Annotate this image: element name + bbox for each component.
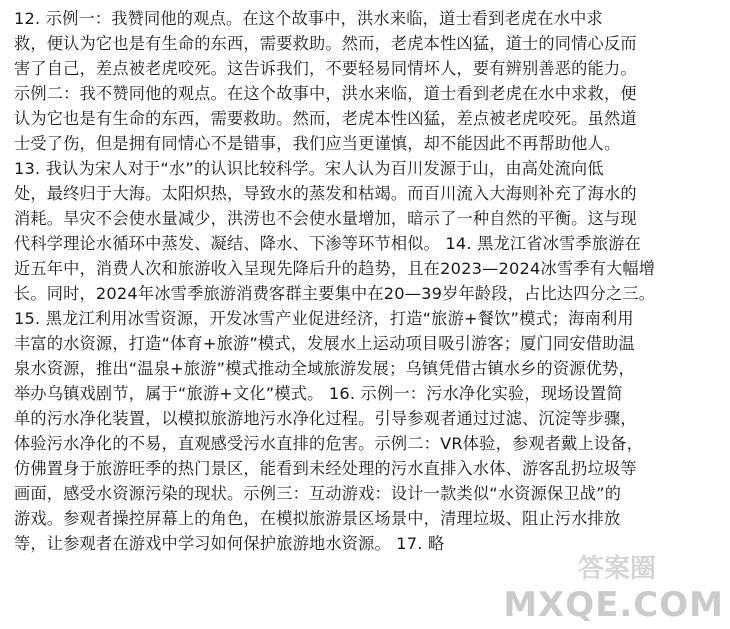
- text-line: 举办乌镇戏剧节，属于“旅游+文化”模式。 16. 示例一：污水净化实验，现场设置简: [14, 384, 623, 403]
- text-line: 13. 我认为宋人对于“水”的认识比较科学。宋人认为百川发源于山，由高处流向低: [14, 159, 604, 178]
- text-line: 害了自己，差点被老虎咬死。这告诉我们，不要轻易同情坏人，要有辨别善恶的能力。: [14, 59, 637, 78]
- text-line: 单的污水净化装置，以模拟旅游地污水净化过程。引导参观者通过过滤、沉淀等步骤，: [14, 409, 637, 428]
- text-line: 救，便认为它也是有生命的东西，需要救助。然而，老虎本性凶猛，道士的同情心反而: [14, 34, 637, 53]
- text-line: 近五年中，消费人次和旅游收入呈现先降后升的趋势，且在2023—2024冰雪季有大幅增: [14, 259, 656, 278]
- text-line: 体验污水净化的不易，直观感受污水直排的危害。示例二：VR体验，参观者戴上设备，: [14, 434, 644, 453]
- text-line: 画面，感受水资源污染的现状。示例三：互动游戏：设计一款类似“水资源保卫战”的: [14, 484, 622, 503]
- answer-document: [14, 6, 716, 556]
- text-line: 代科学理论水循环中蒸发、凝结、降水、下渗等环节相似。 14. 黑龙江省冰雪季旅游在: [14, 234, 641, 253]
- text-line: 处，最终归于大海。太阳炽热，导致水的蒸发和枯竭。而百川流入大海则补充了海水的: [14, 184, 637, 203]
- text-line: 仿佛置身于旅游旺季的热门景区，能看到未经处理的污水直排入水体、游客乱扔垃圾等: [14, 459, 637, 478]
- text-line: 士受了伤，但是拥有同情心不是错事，我们应当更谨慎，却不能因此不再帮助他人。: [14, 134, 621, 153]
- watermark-logo-text: 答案圈: [577, 554, 656, 584]
- watermark: MXQE.COM: [503, 585, 724, 625]
- text-line: 等，让参观者在游戏中学习如何保护旅游地水资源。 17. 略: [14, 534, 445, 553]
- text-line: 示例二：我不赞同他的观点。在这个故事中，洪水来临，道士看到老虎在水中求救，便: [14, 84, 637, 103]
- text-line: 丰富的水资源，打造“体育+旅游”模式，发展水上运动项目吸引游客；厦门同安借助温: [14, 334, 635, 353]
- text-line: 12. 示例一：我赞同他的观点。在这个故事中，洪水来临，道士看到老虎在水中求: [14, 9, 603, 28]
- text-line: 认为它也是有生命的东西，需要救助。然而，老虎本性凶猛，差点被老虎咬死。虽然道: [14, 109, 637, 128]
- text-line: 消耗。旱灾不会使水量减少，洪涝也不会使水量增加，暗示了一种自然的平衡。这与现: [14, 209, 637, 228]
- text-line: 游戏。参观者操控屏幕上的角色，在模拟旅游景区场景中，清理垃圾、阻止污水排放: [14, 509, 621, 528]
- text-line: 15. 黑龙江利用冰雪资源，开发冰雪产业促进经济，打造“旅游+餐饮”模式；海南利用: [14, 309, 634, 328]
- text-line: 泉水资源，推出“温泉+旅游”模式推动全域旅游发展；乌镇凭借古镇水乡的资源优势，: [14, 359, 635, 378]
- text-line: 长。同时，2024年冰雪季旅游消费客群主要集中在20—39岁年龄段，占比达四分之三。: [14, 284, 656, 303]
